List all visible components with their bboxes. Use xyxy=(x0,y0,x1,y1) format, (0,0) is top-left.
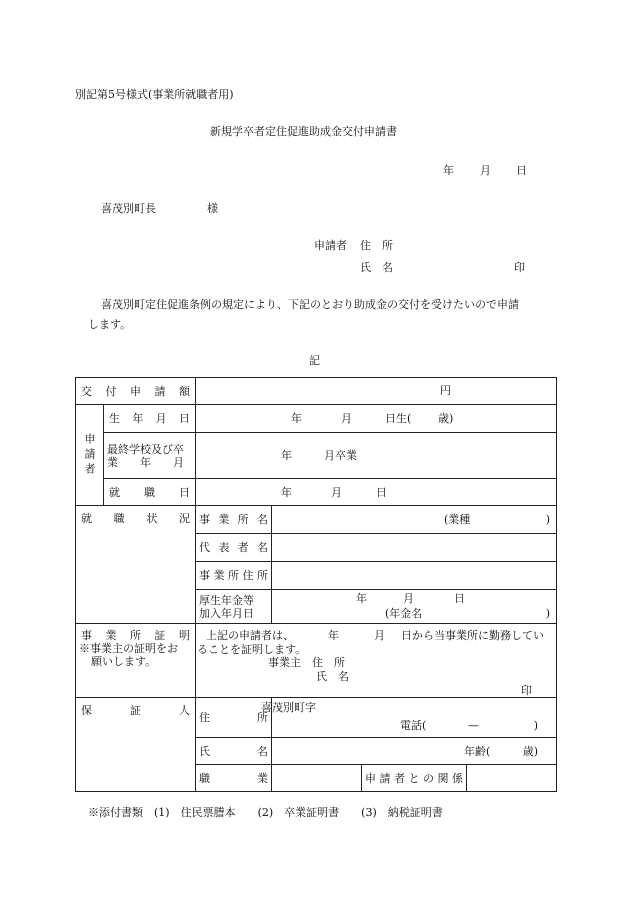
guarantor-address-label: 住 所 xyxy=(196,698,272,738)
seal-mark: 印 xyxy=(514,261,525,274)
guarantor-job-field[interactable] xyxy=(272,765,362,792)
applicant-vertical-label: 申請者 xyxy=(76,405,104,506)
office-name-row xyxy=(76,506,557,534)
relation-label: 申請者との関係 xyxy=(362,765,467,792)
honorific: 様 xyxy=(207,202,218,215)
birth-label: 生年月日 xyxy=(104,405,196,433)
certification-row xyxy=(76,624,557,698)
pension-field[interactable]: 年 月 日 (年金名 ) xyxy=(272,590,557,624)
amount-unit: 円 xyxy=(440,384,451,397)
page-title: 新規学卒者定住促進助成金交付申請書 xyxy=(210,125,397,138)
date-month: 月 xyxy=(480,164,491,177)
date-year: 年 xyxy=(443,164,454,177)
application-form-table xyxy=(75,377,557,792)
statement-line-1: 喜茂別町定住促進条例の規定により、下記のとおり助成金の交付を受けたいので申請 xyxy=(101,298,519,311)
employment-date-label: 就職日 xyxy=(104,479,196,506)
attachments-note: ※添付書類 (1) 住民票謄本 (2) 卒業証明書 (3) 納税証明書 xyxy=(88,806,443,819)
office-name-label: 事業所名 xyxy=(196,506,272,534)
guarantor-address-row xyxy=(76,698,557,738)
employment-status-label: 就職状況 xyxy=(76,506,196,624)
guarantor-name-field[interactable]: 年齢( 歳) xyxy=(272,738,557,765)
certification-field[interactable]: 上記の申請者は、 年 月 日から当事業所に勤務してい ることを証明します。 事業主 住 所 氏 名 印 xyxy=(196,624,557,698)
birth-field[interactable]: 年 月 日生( 歳) xyxy=(196,405,557,433)
applicant-label: 申請者 xyxy=(314,239,347,252)
name-label: 氏 名 xyxy=(360,261,393,274)
employment-date-field[interactable]: 年 月 日 xyxy=(196,479,557,506)
form-number: 別記第5号様式(事業所就職者用) xyxy=(75,88,234,101)
birth-row xyxy=(76,405,557,433)
guarantor-label: 保証人 xyxy=(76,698,196,792)
guarantor-address-field[interactable]: 喜茂別町字 電話( — ) xyxy=(272,698,557,738)
representative-label: 代表者名 xyxy=(196,534,272,562)
ki-mark: 記 xyxy=(309,354,320,367)
address-label: 住 所 xyxy=(360,239,393,252)
school-row xyxy=(76,433,557,479)
amount-label: 交付申請額 xyxy=(76,378,196,405)
amount-row xyxy=(76,378,557,405)
statement-line-2: します。 xyxy=(88,318,132,331)
date-day: 日 xyxy=(516,164,527,177)
school-label: 最終学校及び卒 業 年 月 xyxy=(104,433,196,479)
graduation-field[interactable]: 年 月卒業 xyxy=(196,433,557,479)
addressee: 喜茂別町長 xyxy=(101,202,156,215)
guarantor-job-label: 職 業 xyxy=(196,765,272,792)
employment-date-row xyxy=(76,479,557,506)
office-address-field[interactable] xyxy=(272,562,557,590)
office-address-label: 事業所住所 xyxy=(196,562,272,590)
pension-label: 厚生年金等 加入年月日 xyxy=(196,590,272,624)
representative-field[interactable] xyxy=(272,534,557,562)
amount-field[interactable] xyxy=(196,378,557,405)
office-name-field[interactable]: (業種 ) xyxy=(272,506,557,534)
guarantor-name-label: 氏 名 xyxy=(196,738,272,765)
relation-field[interactable] xyxy=(467,765,557,792)
certification-label: 事業所証明 ※事業主の証明をお 願いします。 xyxy=(76,624,196,698)
